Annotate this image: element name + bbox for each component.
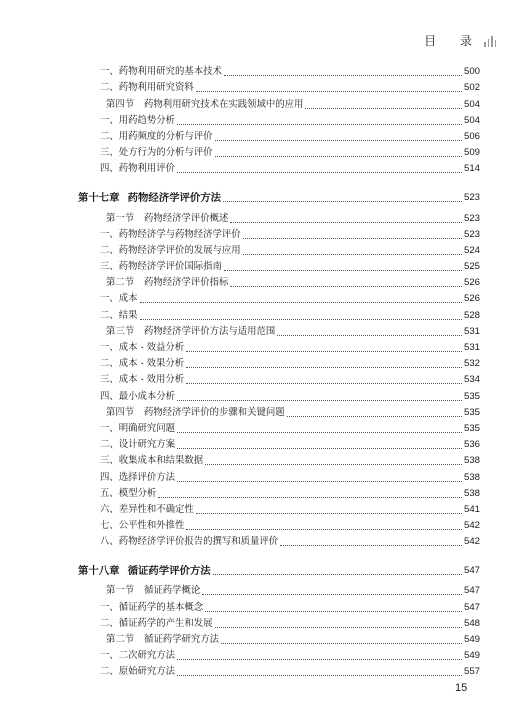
dot-leader: [186, 529, 462, 530]
toc-entry-label: 二、设计研究方案: [100, 439, 176, 451]
toc-entry-title: [100, 616, 213, 632]
dot-leader: [243, 238, 462, 239]
toc-entry-title: [78, 190, 221, 206]
dot-leader: [230, 222, 462, 223]
dot-leader: [140, 302, 462, 303]
table-of-contents: [78, 64, 480, 680]
toc-subsection-entry: [78, 129, 480, 145]
toc-entry-title: [100, 291, 138, 307]
toc-subsection-entry: [78, 307, 480, 323]
toc-page-number: 549: [463, 634, 480, 645]
toc-entry-title: [106, 405, 285, 421]
toc-subsection-entry: [78, 113, 480, 129]
toc-entry-label: 药物经济学评价的步骤和关键问题: [144, 406, 285, 418]
toc-entry-number: 第三节: [106, 325, 135, 337]
toc-page-number: 502: [463, 82, 480, 94]
dot-leader: [243, 254, 462, 255]
toc-subsection-entry: [78, 437, 480, 453]
toc-entry-label: 八、药物经济学评价报告的撰写和质量评价: [100, 536, 279, 548]
running-header: [424, 32, 496, 49]
toc-section-entry: [78, 632, 480, 648]
toc-entry-title: [106, 275, 228, 291]
toc-entry-title: [100, 145, 213, 161]
toc-subsection-entry: [78, 259, 480, 275]
dot-leader: [177, 400, 462, 401]
toc-entry-label: 药物经济学评价方法与适用范围: [144, 325, 276, 337]
toc-subsection-entry: [78, 145, 480, 161]
toc-entry-title: [100, 453, 203, 469]
toc-entry-title: [100, 664, 175, 680]
toc-page-number: 542: [463, 536, 480, 548]
dot-leader: [215, 156, 462, 157]
toc-page-number: 500: [463, 66, 480, 78]
dot-leader: [177, 432, 462, 433]
toc-entry-title: [100, 113, 175, 129]
toc-entry-label: 一、成本 - 效益分析: [100, 342, 185, 353]
toc-subsection-entry: [78, 421, 480, 437]
dot-leader: [277, 335, 462, 336]
dot-leader: [215, 140, 462, 141]
toc-entry-number: 第二节: [106, 277, 135, 289]
toc-entry-label: 一、药物利用研究的基本技术: [100, 66, 222, 78]
toc-page-number: 548: [463, 617, 480, 629]
toc-section-entry: [78, 210, 480, 226]
toc-entry-label: 二、原始研究方法: [100, 666, 176, 678]
dot-leader: [177, 172, 462, 173]
toc-entry-label: 药物经济学评价概述: [144, 212, 229, 224]
toc-entry-number: 第十八章: [78, 565, 120, 578]
toc-page-number: 524: [463, 244, 480, 256]
toc-subsection-entry: [78, 664, 480, 680]
dot-leader: [202, 594, 462, 595]
toc-entry-label: 循证药学研究方法: [144, 634, 220, 645]
toc-entry-number: 第十七章: [78, 192, 120, 205]
toc-page-number: 526: [463, 293, 480, 305]
dot-leader: [223, 201, 462, 202]
toc-subsection-entry: [78, 599, 480, 615]
toc-page-number: 528: [463, 309, 480, 321]
toc-entry-title: [100, 308, 138, 324]
toc-page-number: 531: [463, 342, 480, 353]
toc-entry-number: 第四节: [106, 98, 135, 110]
toc-subsection-entry: [78, 648, 480, 664]
toc-entry-label: 循证药学评价方法: [127, 565, 211, 578]
dot-leader: [177, 448, 462, 449]
toc-page-number: 514: [463, 163, 480, 175]
dot-leader: [305, 108, 462, 109]
toc-entry-label: 一、二次研究方法: [100, 650, 176, 662]
toc-section-entry: [78, 275, 480, 291]
dot-leader: [177, 659, 462, 660]
toc-entry-label: 药物经济学评价指标: [144, 277, 229, 289]
dot-leader: [205, 611, 462, 612]
toc-entry-label: 五、模型分析: [100, 487, 157, 499]
dot-leader: [215, 627, 462, 628]
toc-entry-title: [100, 486, 156, 502]
toc-entry-title: [100, 227, 241, 243]
dot-leader: [224, 270, 462, 271]
toc-entry-label: 四、选择评价方法: [100, 471, 176, 483]
toc-entry-title: [100, 518, 184, 534]
toc-entry-label: 三、收集成本和结果数据: [100, 455, 204, 467]
toc-subsection-entry: [78, 340, 480, 356]
dot-leader: [158, 497, 462, 498]
dot-leader: [177, 481, 462, 482]
toc-entry-title: [106, 632, 219, 648]
toc-subsection-entry: [78, 291, 480, 307]
dot-leader: [177, 675, 462, 676]
dot-leader: [287, 416, 462, 417]
toc-entry-label: 二、药物利用研究资料: [100, 82, 194, 94]
toc-entry-label: 二、成本 - 效果分析: [100, 358, 185, 370]
toc-entry-label: 四、最小成本分析: [100, 390, 176, 402]
toc-page-number: 538: [463, 471, 480, 483]
toc-entry-title: [100, 421, 175, 437]
toc-page-number: 535: [463, 422, 480, 434]
toc-page-number: 538: [463, 487, 480, 499]
toc-page-number: 541: [463, 503, 480, 515]
header-bars-icon: [484, 35, 496, 47]
toc-entry-title: [100, 372, 184, 388]
dot-leader: [186, 367, 462, 368]
toc-page-number: 531: [463, 325, 480, 337]
toc-page-number: 532: [463, 358, 480, 370]
toc-chapter-entry: [78, 559, 480, 579]
toc-page-number: 525: [463, 261, 480, 273]
toc-entry-title: [100, 534, 278, 550]
dot-leader: [205, 464, 462, 465]
toc-entry-label: 六、差异性和不确定性: [100, 503, 194, 515]
toc-page-number: 526: [463, 277, 480, 289]
dot-leader: [221, 643, 462, 644]
toc-entry-title: [100, 340, 184, 356]
toc-page-number: 536: [463, 439, 480, 451]
toc-entry-number: 第一节: [106, 585, 135, 597]
dot-leader: [186, 383, 462, 384]
toc-entry-title: [78, 563, 211, 579]
toc-entry-title: [100, 129, 213, 145]
toc-page-number: 523: [463, 212, 480, 224]
dot-leader: [224, 75, 462, 76]
toc-subsection-entry: [78, 469, 480, 485]
toc-page-number: 506: [463, 130, 480, 142]
toc-entry-title: [100, 648, 175, 664]
toc-entry-label: 药物利用研究技术在实践领域中的应用: [144, 98, 304, 110]
toc-subsection-entry: [78, 372, 480, 388]
toc-entry-label: 一、明确研究问题: [100, 422, 176, 434]
toc-entry-label: 一、用药趋势分析: [100, 114, 176, 126]
toc-section-entry: [78, 405, 480, 421]
toc-entry-label: 七、公平性和外推性: [100, 520, 185, 532]
dot-leader: [230, 286, 462, 287]
toc-entry-title: [100, 389, 175, 405]
toc-entry-label: 一、药物经济学与药物经济学评价: [100, 228, 241, 240]
toc-entry-label: 二、用药频度的分析与评价: [100, 130, 213, 142]
dot-leader: [196, 91, 462, 92]
dot-leader: [196, 513, 462, 514]
toc-page-number: 557: [463, 666, 480, 678]
toc-entry-title: [106, 583, 200, 599]
toc-entry-label: 四、药物利用评价: [100, 163, 176, 175]
toc-entry-title: [100, 437, 175, 453]
toc-entry-number: 第四节: [106, 406, 135, 418]
toc-entry-title: [100, 259, 222, 275]
toc-subsection-entry: [78, 80, 480, 96]
toc-entry-title: [100, 470, 175, 486]
toc-page-number: 549: [463, 650, 480, 662]
toc-entry-title: [106, 324, 275, 340]
toc-entry-title: [106, 211, 228, 227]
toc-subsection-entry: [78, 486, 480, 502]
toc-subsection-entry: [78, 356, 480, 372]
toc-entry-title: [100, 356, 184, 372]
toc-page-number: 504: [463, 114, 480, 126]
toc-entry-label: 二、药物经济学评价的发展与应用: [100, 244, 241, 256]
toc-entry-label: 药物经济学评价方法: [127, 192, 222, 205]
toc-page-number: 504: [463, 98, 480, 110]
toc-page-number: 535: [463, 390, 480, 402]
toc-subsection-entry: [78, 64, 480, 80]
toc-page-number: 523: [463, 192, 480, 204]
toc-entry-label: 一、循证药学的基本概念: [100, 601, 204, 613]
toc-subsection-entry: [78, 388, 480, 404]
toc-entry-label: 二、循证药学的产生和发展: [100, 617, 213, 629]
toc-page-number: 542: [463, 520, 480, 532]
toc-subsection-entry: [78, 502, 480, 518]
toc-entry-title: [100, 502, 194, 518]
toc-section-entry: [78, 324, 480, 340]
toc-entry-label: 三、药物经济学评价国际指南: [100, 261, 222, 273]
toc-page-number: 547: [463, 585, 480, 597]
dot-leader: [280, 545, 462, 546]
dot-leader: [177, 124, 462, 125]
toc-entry-title: [100, 243, 241, 259]
toc-entry-label: 三、处方行为的分析与评价: [100, 147, 213, 159]
toc-entry-title: [100, 161, 175, 177]
toc-subsection-entry: [78, 518, 480, 534]
toc-entry-label: 二、结果: [100, 309, 138, 321]
toc-subsection-entry: [78, 161, 480, 177]
toc-subsection-entry: [78, 616, 480, 632]
toc-entry-label: 循证药学概论: [144, 585, 201, 597]
header-title: 目 录: [424, 34, 482, 48]
toc-entry-title: [100, 80, 194, 96]
toc-section-entry: [78, 583, 480, 599]
page-number: 15: [455, 682, 468, 694]
toc-subsection-entry: [78, 243, 480, 259]
toc-section-entry: [78, 96, 480, 112]
toc-page-number: 535: [463, 406, 480, 418]
toc-page-number: 538: [463, 455, 480, 467]
toc-entry-title: [100, 64, 222, 80]
dot-leader: [186, 351, 462, 352]
toc-page-number: 509: [463, 147, 480, 159]
toc-entry-number: 第一节: [106, 212, 135, 224]
toc-entry-title: [100, 600, 203, 616]
toc-page-number: 523: [463, 228, 480, 240]
toc-entry-label: 三、成本 - 效用分析: [100, 374, 185, 386]
toc-subsection-entry: [78, 534, 480, 550]
toc-subsection-entry: [78, 453, 480, 469]
toc-page-number: 547: [463, 601, 480, 613]
toc-subsection-entry: [78, 227, 480, 243]
dot-leader: [213, 574, 462, 575]
toc-page-number: 547: [463, 565, 480, 577]
toc-entry-number: 第二节: [106, 634, 135, 645]
toc-chapter-entry: [78, 186, 480, 206]
toc-entry-title: [106, 97, 303, 113]
toc-page-number: 534: [463, 374, 480, 386]
dot-leader: [140, 319, 462, 320]
toc-entry-label: 一、成本: [100, 293, 138, 305]
